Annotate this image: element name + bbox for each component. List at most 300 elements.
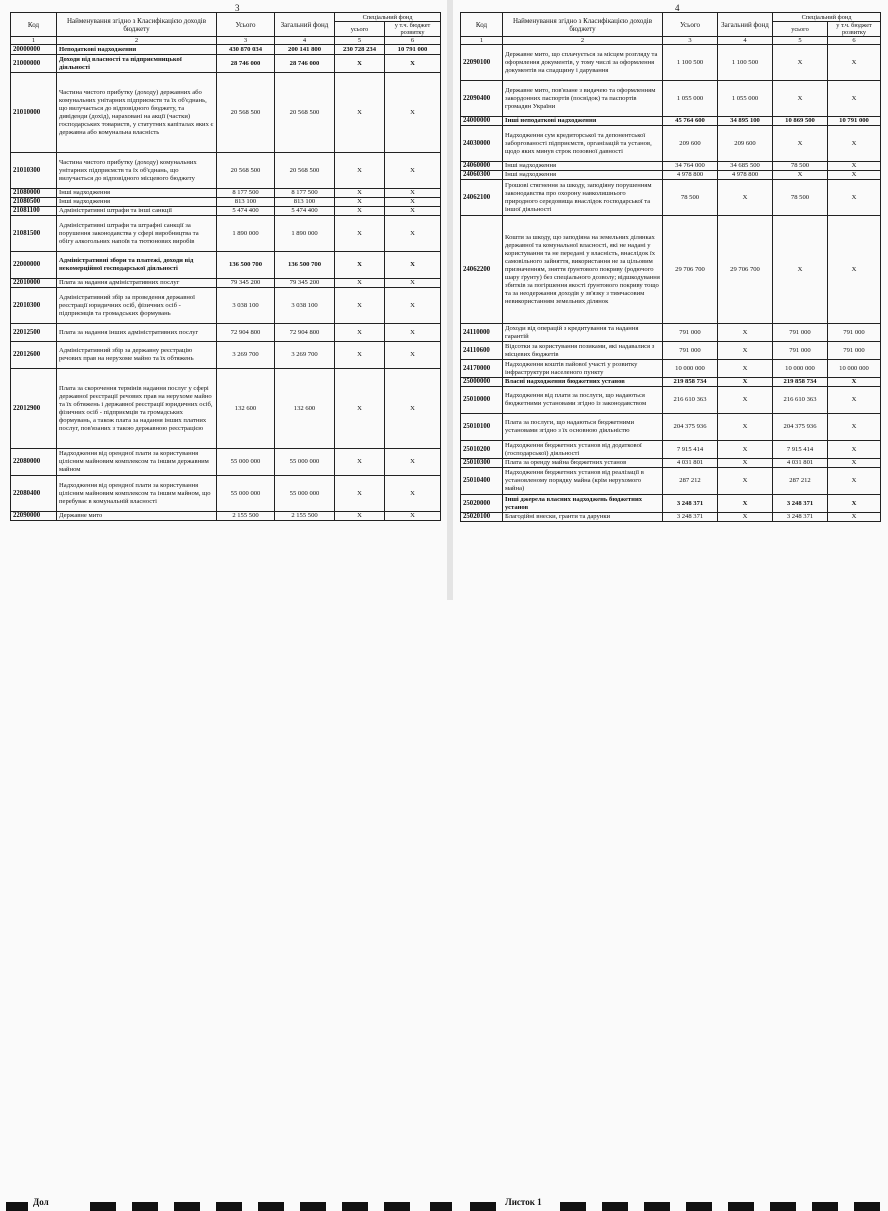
table-row bbox=[461, 459, 881, 468]
row-general-fund: X bbox=[718, 414, 773, 441]
row-budget-development: X bbox=[828, 414, 881, 441]
row-total: 2 155 500 bbox=[217, 512, 275, 521]
table-row bbox=[461, 216, 881, 324]
budget-table bbox=[10, 12, 441, 521]
row-general-fund: X bbox=[718, 468, 773, 495]
row-name: Відсотки за користування позиками, які надавалися з місцевих бюджетів bbox=[503, 342, 663, 360]
row-total: 28 746 000 bbox=[217, 55, 275, 73]
row-total: 72 904 800 bbox=[217, 324, 275, 342]
table-row bbox=[11, 449, 441, 476]
row-name: Державне мито, що сплачується за місцем розгляду та оформлення документів, у тому числі за оформлення документів на спадщину і дарування bbox=[503, 45, 663, 81]
row-total: 219 858 734 bbox=[663, 378, 718, 387]
row-special-fund: 219 858 734 bbox=[773, 378, 828, 387]
row-special-fund: X bbox=[335, 189, 385, 198]
row-special-fund: 10 869 500 bbox=[773, 117, 828, 126]
row-budget-development: X bbox=[385, 279, 441, 288]
row-code: 24060000 bbox=[461, 162, 503, 171]
redaction-block bbox=[90, 1202, 116, 1211]
row-budget-development: X bbox=[385, 512, 441, 521]
col-total-header: Усього bbox=[217, 13, 275, 37]
row-total: 204 375 936 bbox=[663, 414, 718, 441]
row-total: 55 000 000 bbox=[217, 449, 275, 476]
row-total: 79 345 200 bbox=[217, 279, 275, 288]
row-budget-development: X bbox=[828, 45, 881, 81]
row-budget-development: X bbox=[385, 55, 441, 73]
row-special-fund: X bbox=[335, 153, 385, 189]
row-name: Частина чистого прибутку (доходу) державних або комунальних унітарних підприємств та їх об'єднань, що вилучається до відповідного бюджету, та дивіденди (дохід), нараховані на акції (частки) господарських товариств, у статутних капіталах яких є державна або комунальна власність bbox=[57, 73, 217, 153]
row-general-fund: X bbox=[718, 324, 773, 342]
row-code: 25020100 bbox=[461, 513, 503, 522]
row-general-fund: 79 345 200 bbox=[275, 279, 335, 288]
row-name: Державне мито, пов'язане з видачею та оформленням закордонних паспортів (посвідок) та паспортів громадян України bbox=[503, 81, 663, 117]
row-budget-development: X bbox=[828, 126, 881, 162]
row-budget-development: X bbox=[828, 171, 881, 180]
col-number: 5 bbox=[773, 37, 828, 45]
row-general-fund: 209 600 bbox=[718, 126, 773, 162]
row-code: 22012900 bbox=[11, 369, 57, 449]
row-general-fund: X bbox=[718, 378, 773, 387]
col-number: 4 bbox=[275, 37, 335, 45]
row-total: 45 764 600 bbox=[663, 117, 718, 126]
table-row bbox=[11, 324, 441, 342]
row-special-fund: 3 248 371 bbox=[773, 495, 828, 513]
row-code: 24062200 bbox=[461, 216, 503, 324]
row-general-fund: 28 746 000 bbox=[275, 55, 335, 73]
row-name: Доходи від операцій з кредитування та надання гарантій bbox=[503, 324, 663, 342]
redaction-block bbox=[854, 1202, 880, 1211]
row-general-fund: 55 000 000 bbox=[275, 449, 335, 476]
row-code: 25010200 bbox=[461, 441, 503, 459]
row-budget-development: X bbox=[385, 198, 441, 207]
table-row bbox=[11, 476, 441, 512]
table-row bbox=[461, 468, 881, 495]
row-budget-development: 10 000 000 bbox=[828, 360, 881, 378]
row-name: Плата за скорочення термінів надання послуг у сфері державної реєстрації речових прав на нерухоме майно та їх обтяжень і державної реєстрації юридичних осіб, фізичних осіб - підприємців та громадських формувань, а також плата за надання інших платних послуг, пов'язаних з такою державною реєстрацією bbox=[57, 369, 217, 449]
row-name: Адміністративні штрафи та штрафні санкції за порушення законодавства у сфері виробництва та обігу алкогольних напоїв та тютюнових виробів bbox=[57, 216, 217, 252]
table-row bbox=[11, 216, 441, 252]
table-header bbox=[461, 13, 881, 45]
row-total: 29 706 700 bbox=[663, 216, 718, 324]
row-special-fund: X bbox=[335, 198, 385, 207]
row-code: 25010400 bbox=[461, 468, 503, 495]
row-budget-development: X bbox=[828, 468, 881, 495]
row-special-fund: X bbox=[773, 126, 828, 162]
col-number: 1 bbox=[461, 37, 503, 45]
row-code: 24060300 bbox=[461, 171, 503, 180]
table-body bbox=[461, 45, 881, 522]
table-row bbox=[11, 369, 441, 449]
row-name: Надходження від орендної плати за користування цілісним майновим комплексом та іншим майном, що перебуває в комунальній власності bbox=[57, 476, 217, 512]
col-number: 2 bbox=[503, 37, 663, 45]
row-general-fund: X bbox=[718, 441, 773, 459]
row-code: 24030000 bbox=[461, 126, 503, 162]
row-name: Частина чистого прибутку (доходу) комунальних унітарних підприємств та їх об'єднань, що вилучається до відповідного місцевого бюджету bbox=[57, 153, 217, 189]
col-code-header: Код bbox=[11, 13, 57, 37]
row-total: 1 100 500 bbox=[663, 45, 718, 81]
row-total: 791 000 bbox=[663, 342, 718, 360]
row-special-fund: X bbox=[335, 288, 385, 324]
redaction-block bbox=[174, 1202, 200, 1211]
row-special-fund: 7 915 414 bbox=[773, 441, 828, 459]
row-name: Плата за надання інших адміністративних послуг bbox=[57, 324, 217, 342]
row-name: Неподаткові надходження bbox=[57, 45, 217, 55]
redaction-block bbox=[300, 1202, 326, 1211]
col-number: 6 bbox=[828, 37, 881, 45]
redaction-block bbox=[728, 1202, 754, 1211]
row-general-fund: 34 685 500 bbox=[718, 162, 773, 171]
row-code: 25000000 bbox=[461, 378, 503, 387]
row-general-fund: 3 269 700 bbox=[275, 342, 335, 369]
table-row bbox=[461, 414, 881, 441]
row-special-fund: X bbox=[773, 171, 828, 180]
left-page bbox=[10, 0, 440, 600]
row-special-fund: X bbox=[335, 252, 385, 279]
redaction-block bbox=[644, 1202, 670, 1211]
row-name: Надходження сум кредиторської та депонентської заборгованості підприємств, організацій та установ, щодо яких минув строк позовної давності bbox=[503, 126, 663, 162]
row-total: 430 870 034 bbox=[217, 45, 275, 55]
budget-table bbox=[460, 12, 881, 522]
redaction-block bbox=[342, 1202, 368, 1211]
row-budget-development: 10 791 000 bbox=[828, 117, 881, 126]
col-general-header: Загальний фонд bbox=[718, 13, 773, 37]
row-name: Надходження бюджетних установ від додаткової (господарської) діяльності bbox=[503, 441, 663, 459]
col-number: 3 bbox=[217, 37, 275, 45]
row-general-fund: X bbox=[718, 387, 773, 414]
row-name: Надходження коштів пайової участі у розвитку інфраструктури населеного пункту bbox=[503, 360, 663, 378]
row-total: 1 890 000 bbox=[217, 216, 275, 252]
redaction-block bbox=[384, 1202, 410, 1211]
redaction-block bbox=[470, 1202, 496, 1211]
row-name: Адміністративний збір за проведення державної реєстрації юридичних осіб, фізичних осіб - підприємців та громадських формувань bbox=[57, 288, 217, 324]
col-budget-dev-header: у т.ч. бюджет розвитку bbox=[828, 22, 881, 37]
col-special-header: Спеціальний фонд bbox=[773, 13, 881, 22]
row-budget-development: X bbox=[385, 342, 441, 369]
redaction-block bbox=[560, 1202, 586, 1211]
table-row bbox=[461, 495, 881, 513]
row-budget-development: X bbox=[385, 449, 441, 476]
row-general-fund: X bbox=[718, 342, 773, 360]
row-special-fund: X bbox=[335, 207, 385, 216]
table-row bbox=[461, 513, 881, 522]
row-budget-development: X bbox=[828, 216, 881, 324]
row-code: 21010000 bbox=[11, 73, 57, 153]
row-code: 20000000 bbox=[11, 45, 57, 55]
table-row bbox=[11, 207, 441, 216]
redaction-block bbox=[770, 1202, 796, 1211]
row-total: 20 568 500 bbox=[217, 73, 275, 153]
page-number: 4 bbox=[675, 3, 680, 13]
row-code: 25020000 bbox=[461, 495, 503, 513]
row-budget-development: X bbox=[828, 387, 881, 414]
table-row bbox=[461, 126, 881, 162]
row-code: 22010000 bbox=[11, 279, 57, 288]
row-general-fund: X bbox=[718, 360, 773, 378]
table-row bbox=[461, 360, 881, 378]
row-name: Інші надходження bbox=[503, 171, 663, 180]
row-code: 21080000 bbox=[11, 189, 57, 198]
row-special-fund: 10 000 000 bbox=[773, 360, 828, 378]
table-row bbox=[11, 73, 441, 153]
row-total: 132 600 bbox=[217, 369, 275, 449]
row-total: 3 038 100 bbox=[217, 288, 275, 324]
row-name: Адміністративні збори та платежі, доходи від некомерційної господарської діяльності bbox=[57, 252, 217, 279]
row-special-fund: 287 212 bbox=[773, 468, 828, 495]
row-total: 3 248 371 bbox=[663, 495, 718, 513]
row-special-fund: X bbox=[335, 369, 385, 449]
table-row bbox=[461, 441, 881, 459]
row-budget-development: X bbox=[385, 252, 441, 279]
row-budget-development: X bbox=[828, 513, 881, 522]
table-row bbox=[461, 342, 881, 360]
table-row bbox=[11, 279, 441, 288]
row-name: Інші неподаткові надходження bbox=[503, 117, 663, 126]
row-general-fund: X bbox=[718, 459, 773, 468]
table-row bbox=[11, 342, 441, 369]
row-code: 22080400 bbox=[11, 476, 57, 512]
redaction-block bbox=[6, 1202, 28, 1211]
redaction-block bbox=[430, 1202, 452, 1211]
row-code: 25010000 bbox=[461, 387, 503, 414]
row-budget-development: X bbox=[828, 441, 881, 459]
row-special-fund: X bbox=[773, 216, 828, 324]
row-special-fund: 204 375 936 bbox=[773, 414, 828, 441]
col-name-header: Найменування згідно з Класифікацією доходів бюджету bbox=[57, 13, 217, 37]
row-special-fund: 791 000 bbox=[773, 342, 828, 360]
row-general-fund: 132 600 bbox=[275, 369, 335, 449]
redaction-block bbox=[602, 1202, 628, 1211]
row-general-fund: 20 568 500 bbox=[275, 153, 335, 189]
row-general-fund: 20 568 500 bbox=[275, 73, 335, 153]
col-name-header: Найменування згідно з Класифікацією доходів бюджету bbox=[503, 13, 663, 37]
row-budget-development: 791 000 bbox=[828, 324, 881, 342]
row-budget-development: X bbox=[385, 369, 441, 449]
row-special-fund: 78 500 bbox=[773, 162, 828, 171]
row-general-fund: 55 000 000 bbox=[275, 476, 335, 512]
row-budget-development: X bbox=[828, 459, 881, 468]
row-total: 3 248 371 bbox=[663, 513, 718, 522]
row-code: 22010300 bbox=[11, 288, 57, 324]
row-name: Плата за послуги, що надаються бюджетними установами згідно з їх основною діяльністю bbox=[503, 414, 663, 441]
row-name: Доходи від власності та підприємницької діяльності bbox=[57, 55, 217, 73]
row-general-fund: 4 978 800 bbox=[718, 171, 773, 180]
row-code: 24110000 bbox=[461, 324, 503, 342]
row-name: Кошти за шкоду, що заподіяна на земельних ділянках державної та комунальної власності, які не надані у користування та не передані у власність, внаслідок їх самовільного зайняття, використання не за цільовим призначенням, зняття ґрунтового покриву (родючого шару ґрунту) без спеціального дозволу; відшкодування збитків за погіршення якості ґрунтового покриву тощо та за неодержання доходів у зв'язку з тимчасовим невикористанням земельних ділянок bbox=[503, 216, 663, 324]
row-general-fund: 34 895 100 bbox=[718, 117, 773, 126]
row-code: 21081100 bbox=[11, 207, 57, 216]
table-body bbox=[11, 45, 441, 521]
row-special-fund: 791 000 bbox=[773, 324, 828, 342]
table-row bbox=[11, 45, 441, 55]
row-code: 21081500 bbox=[11, 216, 57, 252]
page-number: 3 bbox=[235, 3, 240, 13]
col-special-header: Спеціальний фонд bbox=[335, 13, 441, 22]
row-general-fund: 136 500 700 bbox=[275, 252, 335, 279]
row-total: 4 031 801 bbox=[663, 459, 718, 468]
row-special-fund: X bbox=[335, 449, 385, 476]
row-budget-development: X bbox=[828, 81, 881, 117]
row-general-fund: 200 141 800 bbox=[275, 45, 335, 55]
row-special-fund: X bbox=[335, 512, 385, 521]
row-code: 24062100 bbox=[461, 180, 503, 216]
row-budget-development: X bbox=[385, 216, 441, 252]
row-name: Власні надходження бюджетних установ bbox=[503, 378, 663, 387]
row-name: Інші джерела власних надходжень бюджетних установ bbox=[503, 495, 663, 513]
table-row bbox=[11, 288, 441, 324]
row-budget-development: X bbox=[385, 324, 441, 342]
col-number: 1 bbox=[11, 37, 57, 45]
table-row bbox=[461, 117, 881, 126]
col-code-header: Код bbox=[461, 13, 503, 37]
row-name: Надходження від орендної плати за користування цілісним майновим комплексом та іншим державним майном bbox=[57, 449, 217, 476]
row-budget-development: 10 791 000 bbox=[385, 45, 441, 55]
redaction-block bbox=[258, 1202, 284, 1211]
row-total: 7 915 414 bbox=[663, 441, 718, 459]
table-row bbox=[11, 252, 441, 279]
row-special-fund: 4 031 801 bbox=[773, 459, 828, 468]
row-code: 22012600 bbox=[11, 342, 57, 369]
row-code: 24110600 bbox=[461, 342, 503, 360]
row-special-fund: X bbox=[335, 324, 385, 342]
col-special-total-header: усього bbox=[335, 22, 385, 37]
row-general-fund: X bbox=[718, 513, 773, 522]
row-name: Інші надходження bbox=[57, 189, 217, 198]
row-name: Грошові стягнення за шкоду, заподіяну порушенням законодавства про охорону навколишнього природного середовища внаслідок господарської та іншої діяльності bbox=[503, 180, 663, 216]
footer-text-right: Листок 1 bbox=[505, 1197, 542, 1207]
table-row bbox=[461, 324, 881, 342]
row-budget-development: 791 000 bbox=[828, 342, 881, 360]
row-budget-development: X bbox=[385, 73, 441, 153]
row-name: Благодійні внески, гранти та дарунки bbox=[503, 513, 663, 522]
table-row bbox=[461, 378, 881, 387]
table-header bbox=[11, 13, 441, 45]
right-page bbox=[460, 0, 880, 600]
row-total: 3 269 700 bbox=[217, 342, 275, 369]
row-budget-development: X bbox=[385, 189, 441, 198]
row-general-fund: 72 904 800 bbox=[275, 324, 335, 342]
row-code: 22090000 bbox=[11, 512, 57, 521]
redaction-block bbox=[812, 1202, 838, 1211]
row-code: 22090400 bbox=[461, 81, 503, 117]
table-row bbox=[461, 81, 881, 117]
table-row bbox=[461, 171, 881, 180]
row-name: Державне мито bbox=[57, 512, 217, 521]
row-special-fund: X bbox=[335, 55, 385, 73]
row-special-fund: X bbox=[335, 342, 385, 369]
row-name: Інші надходження bbox=[503, 162, 663, 171]
table-row bbox=[11, 55, 441, 73]
row-code: 21000000 bbox=[11, 55, 57, 73]
table-row bbox=[461, 162, 881, 171]
row-special-fund: X bbox=[335, 216, 385, 252]
col-number: 2 bbox=[57, 37, 217, 45]
row-code: 22080000 bbox=[11, 449, 57, 476]
row-total: 209 600 bbox=[663, 126, 718, 162]
row-general-fund: X bbox=[718, 180, 773, 216]
redaction-block bbox=[132, 1202, 158, 1211]
row-general-fund: 8 177 500 bbox=[275, 189, 335, 198]
row-total: 136 500 700 bbox=[217, 252, 275, 279]
row-name: Плата за надання адміністративних послуг bbox=[57, 279, 217, 288]
table-row bbox=[461, 387, 881, 414]
table-row bbox=[11, 153, 441, 189]
row-total: 4 978 800 bbox=[663, 171, 718, 180]
row-special-fund: 3 248 371 bbox=[773, 513, 828, 522]
row-name: Плата за оренду майна бюджетних установ bbox=[503, 459, 663, 468]
row-name: Адміністративний збір за державну реєстрацію речових прав на нерухоме майно та їх обтяжень bbox=[57, 342, 217, 369]
row-total: 216 610 363 bbox=[663, 387, 718, 414]
row-budget-development: X bbox=[828, 378, 881, 387]
table-row bbox=[11, 189, 441, 198]
row-code: 22012500 bbox=[11, 324, 57, 342]
redaction-block bbox=[686, 1202, 712, 1211]
row-code: 21010300 bbox=[11, 153, 57, 189]
row-budget-development: X bbox=[385, 476, 441, 512]
row-special-fund: 230 728 234 bbox=[335, 45, 385, 55]
redaction-block bbox=[216, 1202, 242, 1211]
row-special-fund: X bbox=[335, 279, 385, 288]
row-name: Адміністративні штрафи та інші санкції bbox=[57, 207, 217, 216]
row-general-fund: 3 038 100 bbox=[275, 288, 335, 324]
col-total-header: Усього bbox=[663, 13, 718, 37]
row-total: 1 055 000 bbox=[663, 81, 718, 117]
row-total: 813 100 bbox=[217, 198, 275, 207]
row-total: 5 474 400 bbox=[217, 207, 275, 216]
scan-footer bbox=[0, 598, 888, 1207]
table-row bbox=[11, 198, 441, 207]
page-spine bbox=[447, 0, 453, 600]
table-row bbox=[11, 512, 441, 521]
row-total: 10 000 000 bbox=[663, 360, 718, 378]
row-total: 791 000 bbox=[663, 324, 718, 342]
table-row bbox=[461, 45, 881, 81]
row-name: Інші надходження bbox=[57, 198, 217, 207]
row-special-fund: 216 610 363 bbox=[773, 387, 828, 414]
row-budget-development: X bbox=[828, 495, 881, 513]
row-general-fund: 29 706 700 bbox=[718, 216, 773, 324]
col-number: 5 bbox=[335, 37, 385, 45]
row-special-fund: X bbox=[773, 45, 828, 81]
row-total: 8 177 500 bbox=[217, 189, 275, 198]
col-number: 3 bbox=[663, 37, 718, 45]
row-budget-development: X bbox=[385, 288, 441, 324]
row-budget-development: X bbox=[828, 180, 881, 216]
row-general-fund: 1 890 000 bbox=[275, 216, 335, 252]
row-total: 55 000 000 bbox=[217, 476, 275, 512]
row-budget-development: X bbox=[385, 207, 441, 216]
row-code: 21080500 bbox=[11, 198, 57, 207]
row-code: 25010100 bbox=[461, 414, 503, 441]
row-general-fund: X bbox=[718, 495, 773, 513]
row-budget-development: X bbox=[385, 153, 441, 189]
row-code: 24000000 bbox=[461, 117, 503, 126]
row-budget-development: X bbox=[828, 162, 881, 171]
row-total: 34 764 000 bbox=[663, 162, 718, 171]
row-name: Надходження від плати за послуги, що надаються бюджетними установами згідно із законодавством bbox=[503, 387, 663, 414]
footer-text-left: Дол bbox=[33, 1197, 49, 1207]
row-special-fund: X bbox=[335, 73, 385, 153]
row-name: Надходження бюджетних установ від реалізації в установленому порядку майна (крім нерухомого майна) bbox=[503, 468, 663, 495]
col-general-header: Загальний фонд bbox=[275, 13, 335, 37]
col-number: 4 bbox=[718, 37, 773, 45]
row-special-fund: 78 500 bbox=[773, 180, 828, 216]
row-total: 78 500 bbox=[663, 180, 718, 216]
row-code: 22000000 bbox=[11, 252, 57, 279]
col-budget-dev-header: у т.ч. бюджет розвитку bbox=[385, 22, 441, 37]
row-general-fund: 1 100 500 bbox=[718, 45, 773, 81]
row-general-fund: 813 100 bbox=[275, 198, 335, 207]
row-total: 287 212 bbox=[663, 468, 718, 495]
row-general-fund: 2 155 500 bbox=[275, 512, 335, 521]
